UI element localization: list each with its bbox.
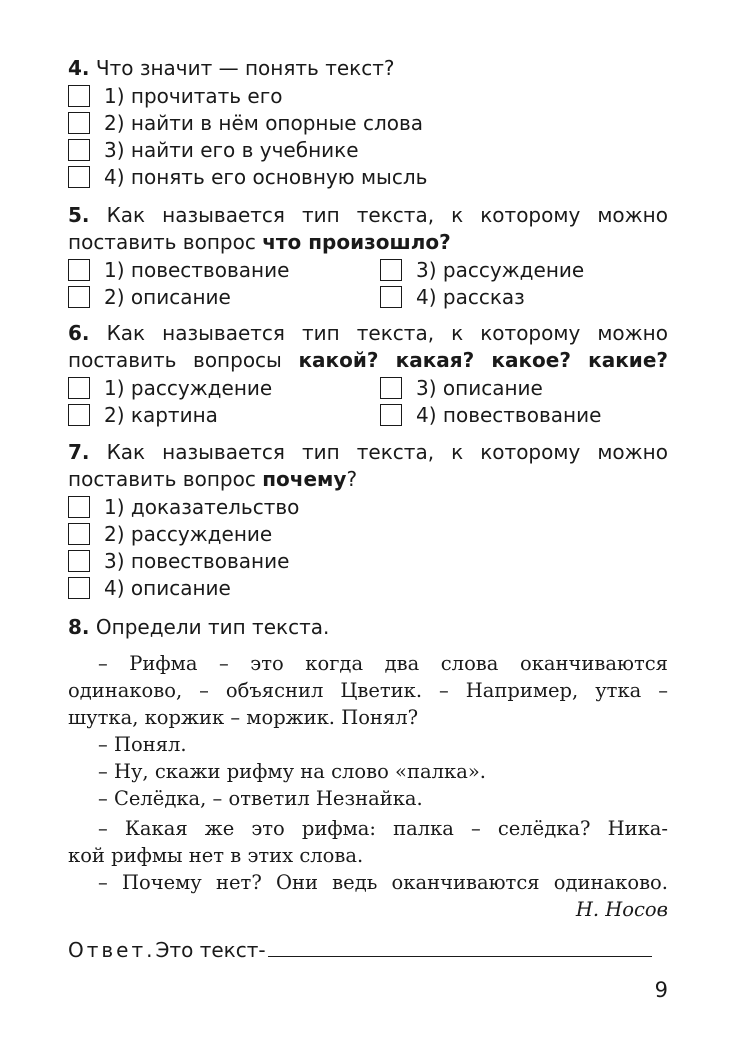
passage-line: – Почему нет? Они ведь оканчиваются одинаково. bbox=[98, 871, 668, 894]
answer-prompt: Это текст- bbox=[155, 938, 266, 962]
q4-option-3[interactable] bbox=[68, 137, 359, 163]
checkbox[interactable] bbox=[68, 523, 90, 545]
q5-option-2[interactable] bbox=[68, 284, 231, 310]
question-7-line-2 bbox=[68, 465, 668, 493]
checkbox[interactable] bbox=[68, 166, 90, 188]
question-number: 8. bbox=[68, 615, 90, 639]
option-label: 2) найти в нём опорные слова bbox=[104, 111, 424, 135]
question-keyword: почему bbox=[262, 467, 347, 491]
question-text: Как называется тип текста, к которому можно bbox=[89, 203, 668, 227]
passage-line: – Какая же это рифма: палка – селёдка? Ника- bbox=[98, 817, 668, 840]
q6-option-4[interactable] bbox=[380, 402, 601, 428]
passage-line: – Селёдка, – ответил Незнайка. bbox=[98, 787, 423, 810]
q6-option-1[interactable] bbox=[68, 375, 272, 401]
checkbox[interactable] bbox=[380, 377, 402, 399]
question-number: 6. bbox=[68, 321, 90, 345]
question-7-line-1 bbox=[68, 438, 668, 466]
question-text: ? bbox=[346, 467, 358, 491]
checkbox[interactable] bbox=[68, 259, 90, 281]
option-label: 3) описание bbox=[416, 376, 543, 400]
checkbox[interactable] bbox=[68, 577, 90, 599]
option-label: 4) рассказ bbox=[416, 285, 525, 309]
answer-label: Ответ. bbox=[68, 938, 156, 962]
question-text: поставить вопрос bbox=[68, 467, 263, 491]
checkbox[interactable] bbox=[68, 550, 90, 572]
option-label: 1) повествование bbox=[104, 258, 290, 282]
question-8 bbox=[68, 613, 668, 641]
passage-line: – Рифма – это когда два слова оканчиваются bbox=[98, 652, 668, 675]
q5-option-3[interactable] bbox=[380, 257, 584, 283]
option-label: 1) доказательство bbox=[104, 495, 300, 519]
question-text: Как называется тип текста, к которому можно bbox=[89, 440, 668, 464]
checkbox[interactable] bbox=[380, 259, 402, 281]
option-label: 1) прочитать его bbox=[104, 84, 283, 108]
question-6-line-2 bbox=[68, 346, 668, 374]
option-label: 4) понять его основную мысль bbox=[104, 165, 428, 189]
checkbox[interactable] bbox=[68, 139, 90, 161]
q4-option-4[interactable] bbox=[68, 164, 427, 190]
q5-option-1[interactable] bbox=[68, 257, 289, 283]
passage-author: Н. Носов bbox=[575, 898, 668, 921]
option-label: 3) найти его в учебнике bbox=[104, 138, 359, 162]
page-number: 9 bbox=[654, 978, 668, 1002]
question-number: 7. bbox=[68, 440, 90, 464]
option-label: 2) рассуждение bbox=[104, 522, 273, 546]
checkbox[interactable] bbox=[68, 286, 90, 308]
option-label: 3) рассуждение bbox=[416, 258, 585, 282]
question-4 bbox=[68, 54, 668, 82]
passage-line: – Ну, скажи рифму на слово «палка». bbox=[98, 760, 486, 783]
question-6-line-1 bbox=[68, 319, 668, 347]
question-text: Определи тип текста. bbox=[89, 615, 330, 639]
question-keyword: что произошло? bbox=[262, 230, 451, 254]
q6-option-2[interactable] bbox=[68, 402, 218, 428]
question-5-line-1 bbox=[68, 201, 668, 229]
question-text: поставить вопрос bbox=[68, 230, 263, 254]
checkbox[interactable] bbox=[68, 377, 90, 399]
question-keyword: какой? какая? какое? какие? bbox=[298, 348, 668, 372]
q5-option-4[interactable] bbox=[380, 284, 525, 310]
option-label: 4) описание bbox=[104, 576, 231, 600]
passage-line: – Понял. bbox=[98, 733, 187, 756]
question-number: 4. bbox=[68, 56, 90, 80]
q7-option-2[interactable] bbox=[68, 521, 272, 547]
checkbox[interactable] bbox=[380, 404, 402, 426]
checkbox[interactable] bbox=[380, 286, 402, 308]
checkbox[interactable] bbox=[68, 85, 90, 107]
q6-option-3[interactable] bbox=[380, 375, 543, 401]
option-label: 1) рассуждение bbox=[104, 376, 273, 400]
question-text: Как называется тип текста, к которому можно bbox=[89, 321, 668, 345]
question-text: поставить вопросы bbox=[68, 348, 299, 372]
question-5-line-2 bbox=[68, 228, 668, 256]
q7-option-1[interactable] bbox=[68, 494, 299, 520]
checkbox[interactable] bbox=[68, 404, 90, 426]
checkbox[interactable] bbox=[68, 496, 90, 518]
passage-line: кой рифмы нет в этих слова. bbox=[68, 844, 364, 867]
passage-line: шутка, коржик – моржик. Понял? bbox=[68, 706, 419, 729]
passage-line: одинаково, – объяснил Цветик. – Например, утка – bbox=[68, 679, 668, 702]
option-label: 2) описание bbox=[104, 285, 231, 309]
answer-row bbox=[68, 936, 652, 964]
answer-blank[interactable] bbox=[268, 938, 652, 957]
question-number: 5. bbox=[68, 203, 90, 227]
q4-option-2[interactable] bbox=[68, 110, 423, 136]
q7-option-4[interactable] bbox=[68, 575, 231, 601]
option-label: 2) картина bbox=[104, 403, 218, 427]
q4-option-1[interactable] bbox=[68, 83, 282, 109]
option-label: 3) повествование bbox=[104, 549, 290, 573]
checkbox[interactable] bbox=[68, 112, 90, 134]
q7-option-3[interactable] bbox=[68, 548, 289, 574]
option-label: 4) повествование bbox=[416, 403, 602, 427]
question-text: Что значит — понять текст? bbox=[89, 56, 395, 80]
